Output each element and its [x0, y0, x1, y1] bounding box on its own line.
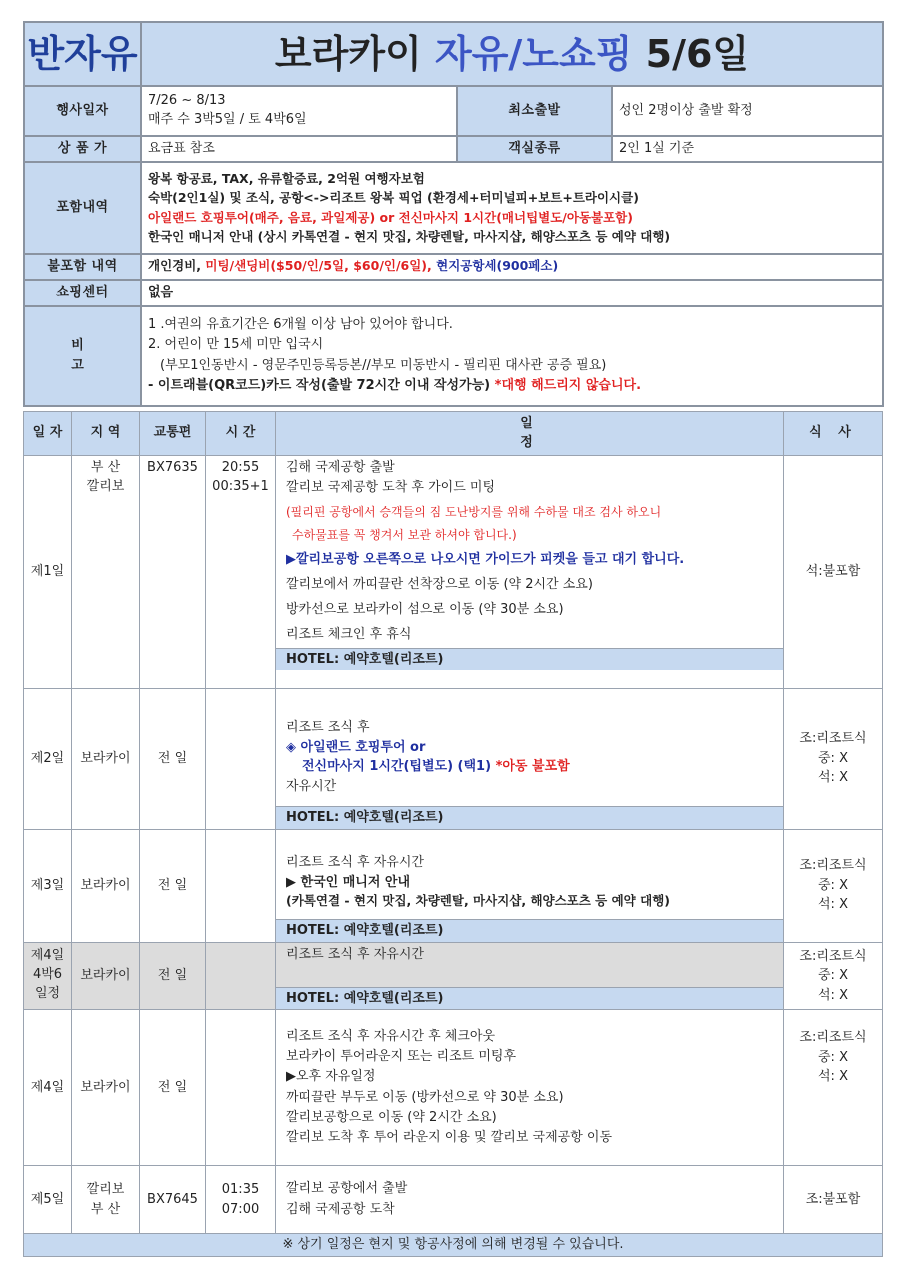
region: 보라카이 — [72, 942, 140, 1010]
schedule-row-day3 — [24, 829, 883, 942]
itinerary: 리조트 조식 후 자유시간 후 체크아웃 보라카이 투어라운지 또는 리조트 미팅후 ▶오후 자유일정 까띠끌란 부두로 이동 (방카선으로 약 30분 소요) 깔리보공항으로 이동 (약 2시간 소요) 깔리보 도착 후 투어 라운지 이용 및 깔리보 국제공항 이동 — [276, 1010, 784, 1166]
schedule-row-day4-option — [24, 942, 883, 1010]
day-label: 제5일 — [24, 1166, 72, 1234]
time — [206, 688, 276, 829]
shopping-label: 쇼핑센터 — [24, 280, 141, 306]
footer-note: ※ 상기 일정은 현지 및 항공사정에 의해 변경될 수 있습니다. — [24, 1234, 883, 1257]
remarks-label: 비 고 — [24, 306, 141, 406]
day-label: 제4일 — [24, 1010, 72, 1166]
itinerary: 김해 국제공항 출발 깔리보 국제공항 도착 후 가이드 미팅 (필리핀 공항에서 승객들의 짐 도난방지를 위해 수하물 대조 검사 하오니 수하물표를 꼭 챙겨서 보관 하셔야 합니다.) ▶깔리보공항 오른쪽으로 나오시면 가이드가 피켓을 들고 대기 합니다. 깔리보에서 까띠끌란 선착장으로 이동 (약 2시간 소요) 방카선으로 보라카이 섬으로 이동 (약 30분 소요) 리조트 체크인 후 휴식 HOTEL: 예약호텔(리조트) — [276, 455, 784, 688]
meal: 조:리조트식 중: X 석: X — [784, 1010, 883, 1166]
title-badge: 반자유 — [24, 22, 141, 86]
region: 보라카이 — [72, 1010, 140, 1166]
itinerary: 깔리보 공항에서 출발 김해 국제공항 도착 — [276, 1166, 784, 1234]
day-label: 제2일 — [24, 688, 72, 829]
dates-value: 7/26 ~ 8/13 매주 수 3박5일 / 토 4박6일 — [141, 86, 457, 136]
day-label: 제4일 4박6 일정 — [24, 942, 72, 1010]
info-table — [23, 21, 884, 407]
dates-label: 행사일자 — [24, 86, 141, 136]
itinerary: 리조트 조식 후 자유시간 HOTEL: 예약호텔(리조트) — [276, 942, 784, 1010]
transport: 전 일 — [140, 829, 206, 942]
meal: 조:리조트식 중: X 석: X — [784, 688, 883, 829]
hotel-label: HOTEL: 예약호텔(리조트) — [276, 919, 783, 942]
page-title: 보라카이 자유/노쇼핑 5/6일 — [141, 22, 883, 86]
schedule-row-day4 — [24, 1010, 883, 1166]
hotel-label: HOTEL: 예약호텔(리조트) — [276, 806, 783, 829]
schedule-row-day1 — [24, 455, 883, 688]
time — [206, 942, 276, 1010]
meal: 조:불포함 — [784, 1166, 883, 1234]
day-label: 제3일 — [24, 829, 72, 942]
col-meal: 식 사 — [784, 411, 883, 455]
hotel-label: HOTEL: 예약호텔(리조트) — [276, 987, 783, 1010]
flight: BX7645 — [140, 1166, 206, 1234]
shopping-value: 없음 — [141, 280, 883, 306]
transport: 전 일 — [140, 688, 206, 829]
excluded-label: 불포함 내역 — [24, 254, 141, 280]
itinerary-document — [23, 21, 882, 1257]
col-itinerary: 일 정 — [276, 411, 784, 455]
schedule-table — [23, 411, 883, 1257]
flight: BX7635 — [140, 455, 206, 688]
col-day: 일 자 — [24, 411, 72, 455]
min-departure-value: 성인 2명이상 출발 확정 — [612, 86, 883, 136]
region: 보라카이 — [72, 688, 140, 829]
min-departure-label: 최소출발 — [457, 86, 612, 136]
room-type-value: 2인 1실 기준 — [612, 136, 883, 162]
included-label: 포함내역 — [24, 162, 141, 254]
time: 20:55 00:35+1 — [206, 455, 276, 688]
itinerary: 리조트 조식 후 자유시간 ▶ 한국인 매니저 안내 (카톡연결 - 현지 맛집, 차량렌탈, 마사지샵, 해양스포츠 등 예약 대행) HOTEL: 예약호텔(리조트) — [276, 829, 784, 942]
schedule-row-day2 — [24, 688, 883, 829]
remarks-value: 1 .여권의 유효기간은 6개월 이상 남아 있어야 합니다. 2. 어린이 만 15세 미만 입국시 (부모1인동반시 - 영문주민등록등본//부모 미동반시 - 필리핀 대사관 공증 필요) - 이트래블(QR코드)카드 작성(출발 72시간 이내 작성가능) *대행 해드리지 않습니다. — [141, 306, 883, 406]
time — [206, 829, 276, 942]
col-time: 시 간 — [206, 411, 276, 455]
included-value: 왕복 항공료, TAX, 유류할증료, 2억원 여행자보험 숙박(2인1실) 및 조식, 공항<->리조트 왕복 픽업 (환경세+터미널피+보트+트라이시클) 아일랜드 호핑투어(매주, 음료, 과일제공) or 전신마사지 1시간(매너팁별도/아동불포함) 한국인 매니저 안내 (상시 카톡연결 - 현지 맛집, 차량렌탈, 마사지샵, 해양스포츠 등 예약 대행) — [141, 162, 883, 254]
room-type-label: 객실종류 — [457, 136, 612, 162]
day-label: 제1일 — [24, 455, 72, 688]
region: 부 산 깔리보 — [72, 455, 140, 688]
col-region: 지 역 — [72, 411, 140, 455]
meal: 석:불포함 — [784, 455, 883, 688]
col-transport: 교통편 — [140, 411, 206, 455]
transport: 전 일 — [140, 942, 206, 1010]
schedule-row-day5 — [24, 1166, 883, 1234]
meal: 조:리조트식 중: X 석: X — [784, 942, 883, 1010]
hotel-label: HOTEL: 예약호텔(리조트) — [276, 648, 783, 671]
time — [206, 1010, 276, 1166]
excluded-value: 개인경비, 미팅/샌딩비($50/인/5일, $60/인/6일), 현지공항세(900페소) — [141, 254, 883, 280]
meal: 조:리조트식 중: X 석: X — [784, 829, 883, 942]
time: 01:35 07:00 — [206, 1166, 276, 1234]
region: 보라카이 — [72, 829, 140, 942]
region: 깔리보 부 산 — [72, 1166, 140, 1234]
product-price-label: 상 품 가 — [24, 136, 141, 162]
product-price-value: 요금표 참조 — [141, 136, 457, 162]
transport: 전 일 — [140, 1010, 206, 1166]
itinerary: 리조트 조식 후 ◈ 아일랜드 호핑투어 or 전신마사지 1시간(팁별도) (택1) *아동 불포함 자유시간 HOTEL: 예약호텔(리조트) — [276, 688, 784, 829]
